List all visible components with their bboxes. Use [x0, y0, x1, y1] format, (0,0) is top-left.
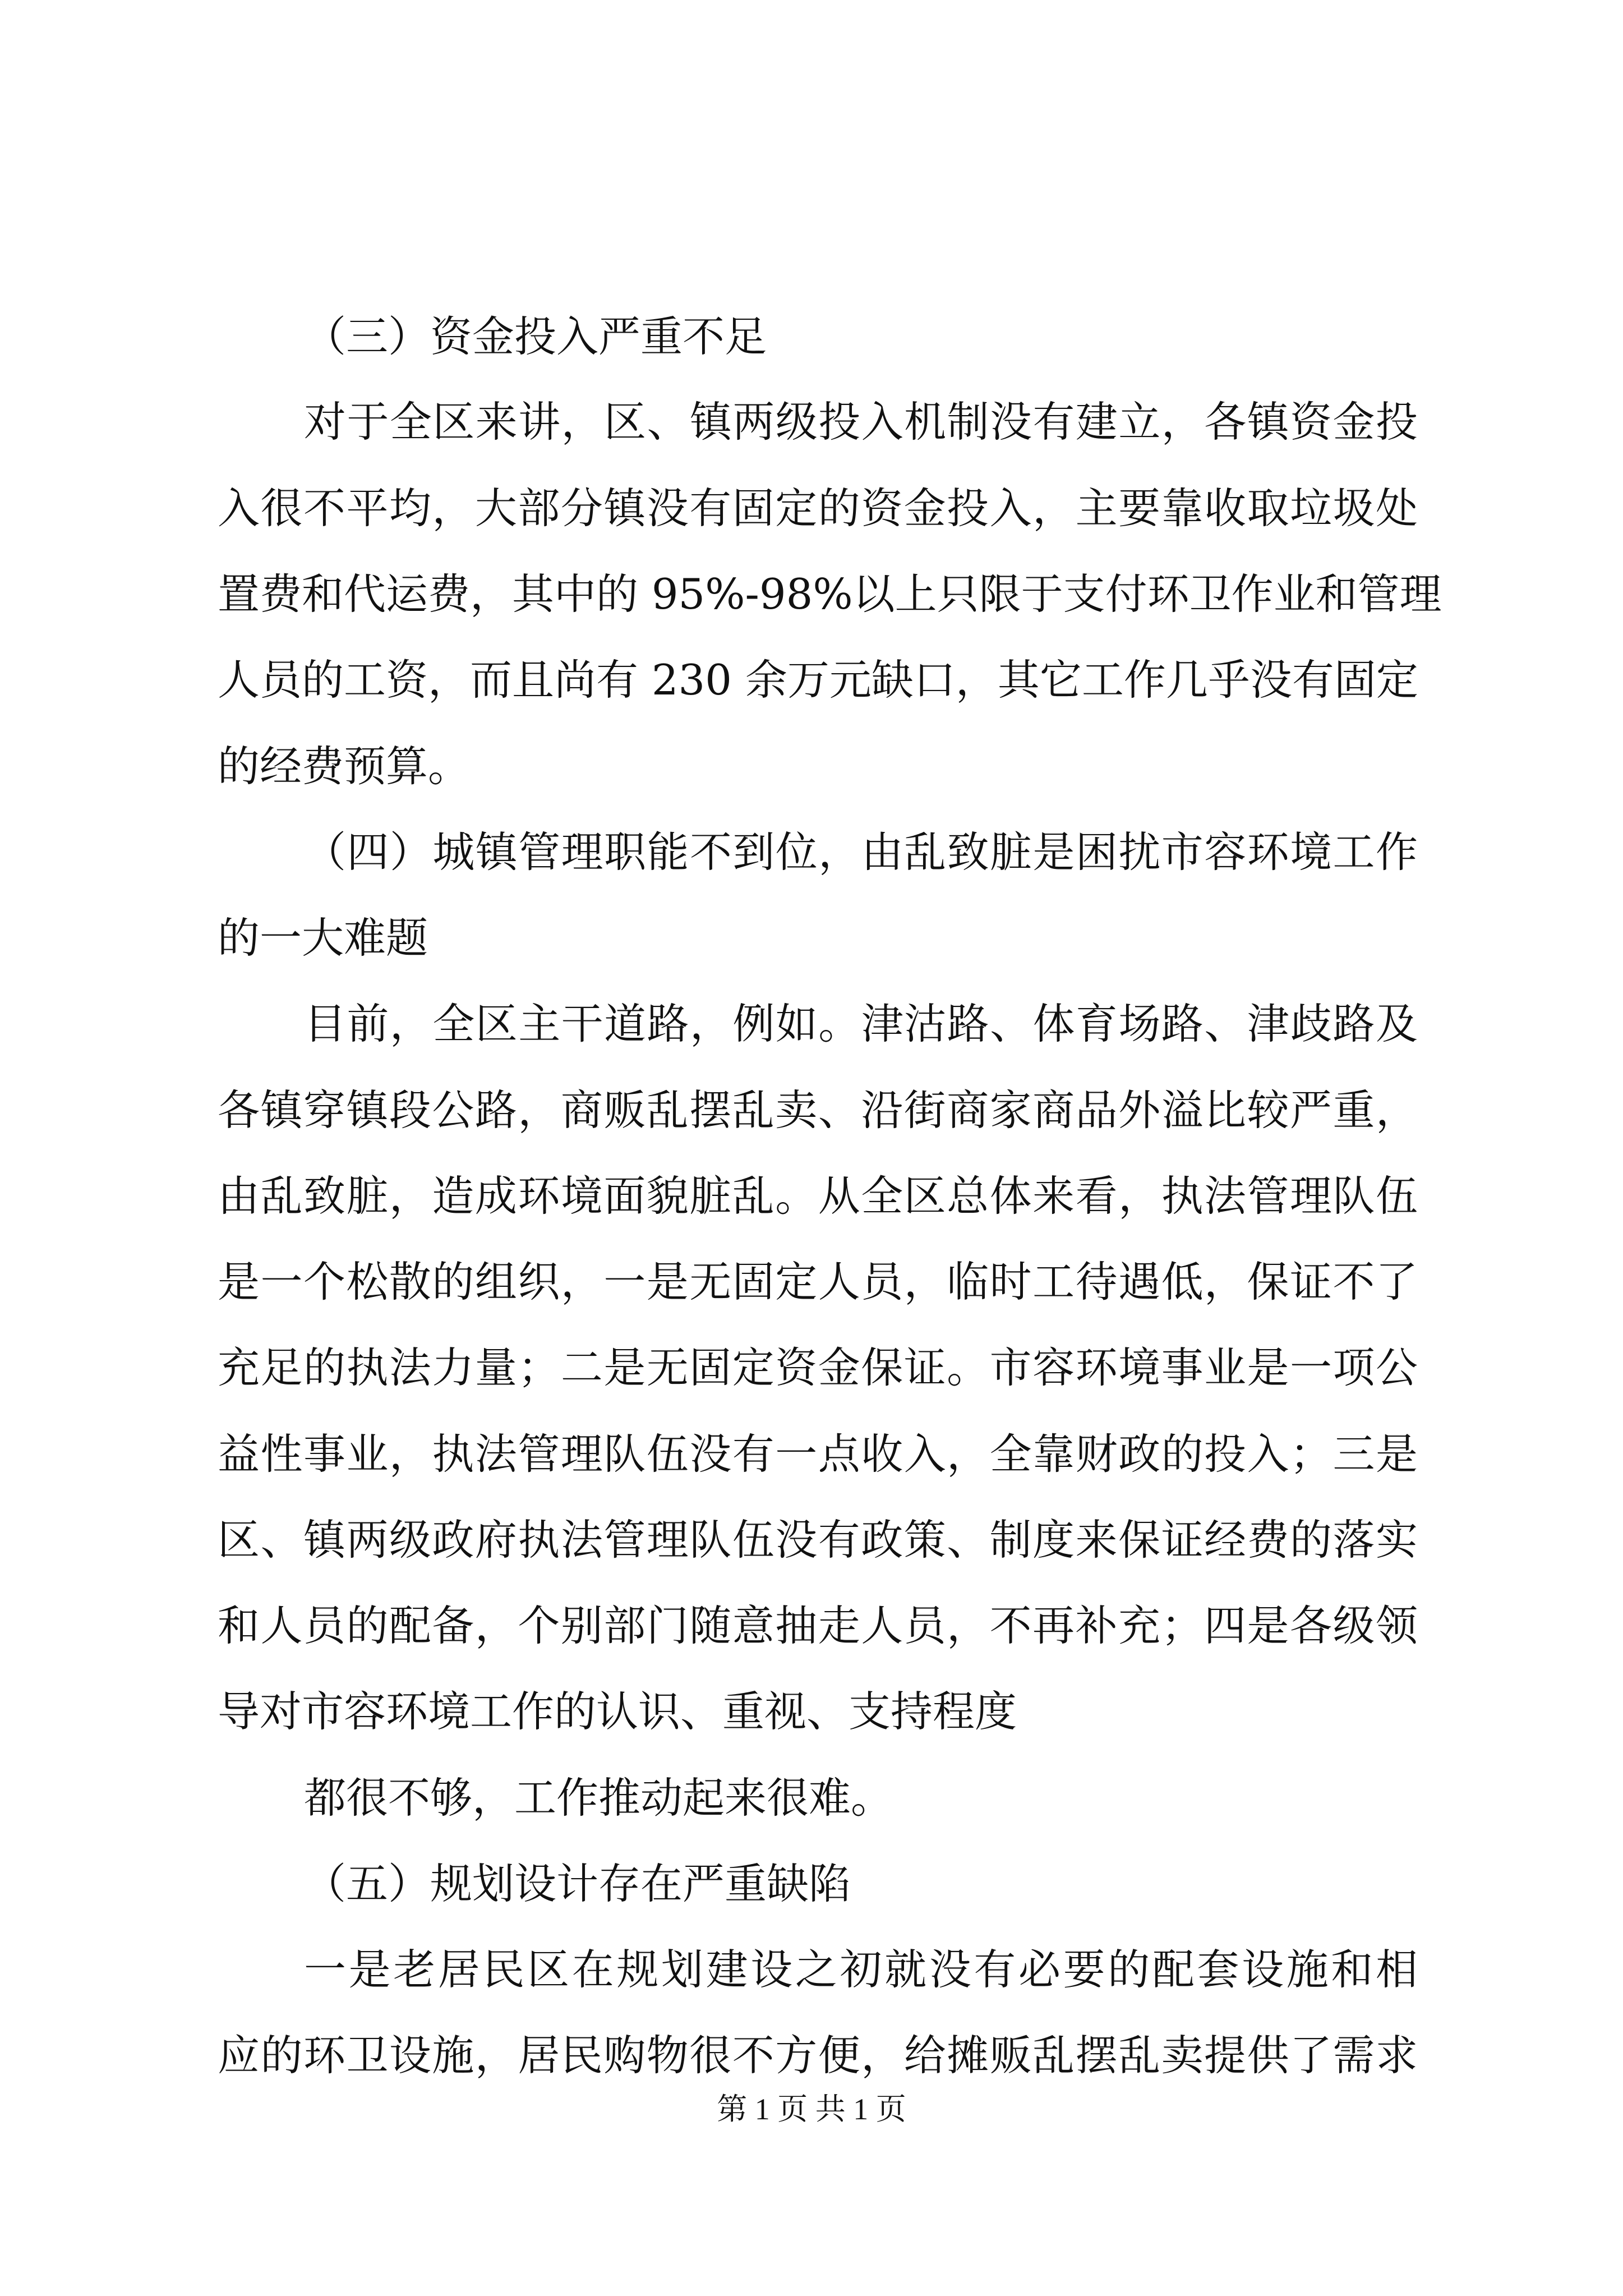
paragraph-line: 目前，全区主干道路，例如。津沽路、体育场路、津歧路及	[304, 999, 1418, 1048]
paragraph-line: 导对市容环境工作的认识、重视、支持程度	[218, 1687, 1017, 1736]
paragraph-line: 是一个松散的组织，一是无固定人员，临时工待遇低，保证不了	[218, 1257, 1418, 1306]
page-footer: 第 1 页 共 1 页	[717, 2092, 906, 2126]
section-heading-5: （五）规划设计存在严重缺陷	[304, 1859, 851, 1908]
paragraph-line: 益性事业，执法管理队伍没有一点收入，全靠财政的投入；三是	[218, 1429, 1418, 1479]
paragraph-line: 和人员的配备，个别部门随意抽走人员，不再补充；四是各级领	[218, 1601, 1418, 1650]
paragraph-line: 对于全区来讲，区、镇两级投入机制没有建立，各镇资金投	[304, 397, 1418, 447]
section-heading-3: （三）资金投入严重不足	[304, 312, 767, 361]
paragraph-line: 由乱致脏，造成环境面貌脏乱。从全区总体来看，执法管理队伍	[218, 1171, 1418, 1221]
paragraph-line: 应的环卫设施，居民购物很不方便，给摊贩乱摆乱卖提供了需求	[218, 2031, 1418, 2080]
paragraph-line: 入很不平均，大部分镇没有固定的资金投入，主要靠收取垃圾处	[218, 484, 1418, 533]
paragraph-line: 充足的执法力量；二是无固定资金保证。市容环境事业是一项公	[218, 1343, 1418, 1392]
paragraph-line: 人员的工资，而且尚有 230 余万元缺口，其它工作几乎没有固定	[218, 655, 1418, 705]
paragraph-line: 一是老居民区在规划建设之初就没有必要的配套设施和相	[304, 1945, 1418, 1994]
paragraph-line: 各镇穿镇段公路，商贩乱摆乱卖、沿街商家商品外溢比较严重，	[218, 1085, 1418, 1135]
paragraph-line: 置费和代运费，其中的 95%-98%以上只限于支付环卫作业和管理	[218, 569, 1442, 619]
section-heading-4: （四）城镇管理职能不到位，由乱致脏是困扰市容环境工作	[304, 827, 1418, 877]
paragraph-line: 的经费预算。	[218, 742, 471, 791]
paragraph-line: 都很不够，工作推动起来很难。	[304, 1773, 893, 1823]
paragraph-line: 区、镇两级政府执法管理队伍没有政策、制度来保证经费的落实	[218, 1515, 1418, 1565]
section-heading-4-continued: 的一大难题	[218, 913, 428, 963]
